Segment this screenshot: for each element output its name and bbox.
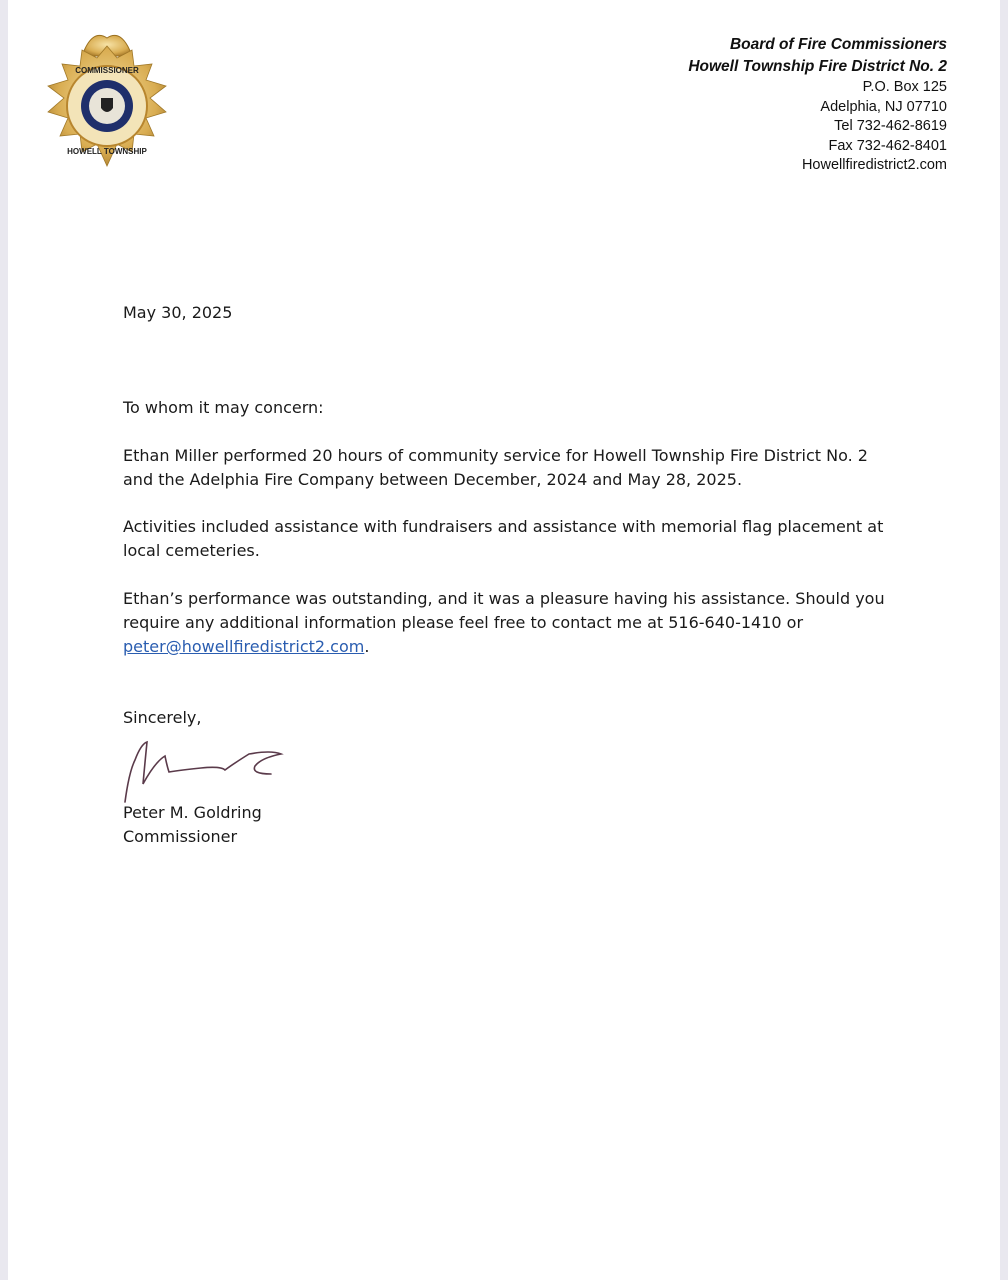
- board-name: Board of Fire Commissioners: [729, 36, 947, 53]
- fire-district-badge-logo: [42, 26, 172, 178]
- paragraph-3: [123, 587, 903, 659]
- city-state-zip: Adelphia, NJ 07710: [820, 98, 947, 115]
- paragraph-1: Ethan Miller performed 20 hours of community service for Howell Township Fire District No. 2 and the Adelphia Fire Company between December, 2024 and May 28, 2025.: [123, 446, 868, 489]
- signer-title: Commissioner: [123, 827, 238, 846]
- letter-date: May 30, 2025: [123, 303, 233, 322]
- closing: Sincerely,: [123, 708, 202, 727]
- signer-name: Peter M. Goldring: [123, 803, 262, 822]
- salutation: To whom it may concern:: [123, 398, 324, 417]
- handwritten-signature: [121, 732, 291, 807]
- svg-text:COMMISSIONER: COMMISSIONER: [75, 66, 139, 75]
- svg-text:HOWELL TOWNSHIP: HOWELL TOWNSHIP: [67, 147, 147, 156]
- fax: Fax 732-462-8401: [828, 137, 947, 154]
- paragraph-2: Activities included assistance with fundraisers and assistance with memorial flag placement at local cemeteries.: [123, 517, 884, 560]
- letter-page: [8, 0, 1000, 1280]
- po-box: P.O. Box 125: [862, 79, 947, 95]
- website: Howellfiredistrict2.com: [801, 157, 947, 173]
- letterhead: [688, 34, 947, 176]
- telephone: Tel 732-462-8619: [834, 118, 947, 134]
- paragraph-3-end: .: [364, 637, 370, 656]
- district-name: Howell Township Fire District No. 2: [688, 58, 947, 75]
- paragraph-3-text: Ethan’s performance was outstanding, and it was a pleasure having his assistance. Should you require any additional information please feel free to contact me at 516-640-1410 or: [123, 589, 885, 632]
- email-link[interactable]: peter@howellfiredistrict2.com: [123, 637, 365, 656]
